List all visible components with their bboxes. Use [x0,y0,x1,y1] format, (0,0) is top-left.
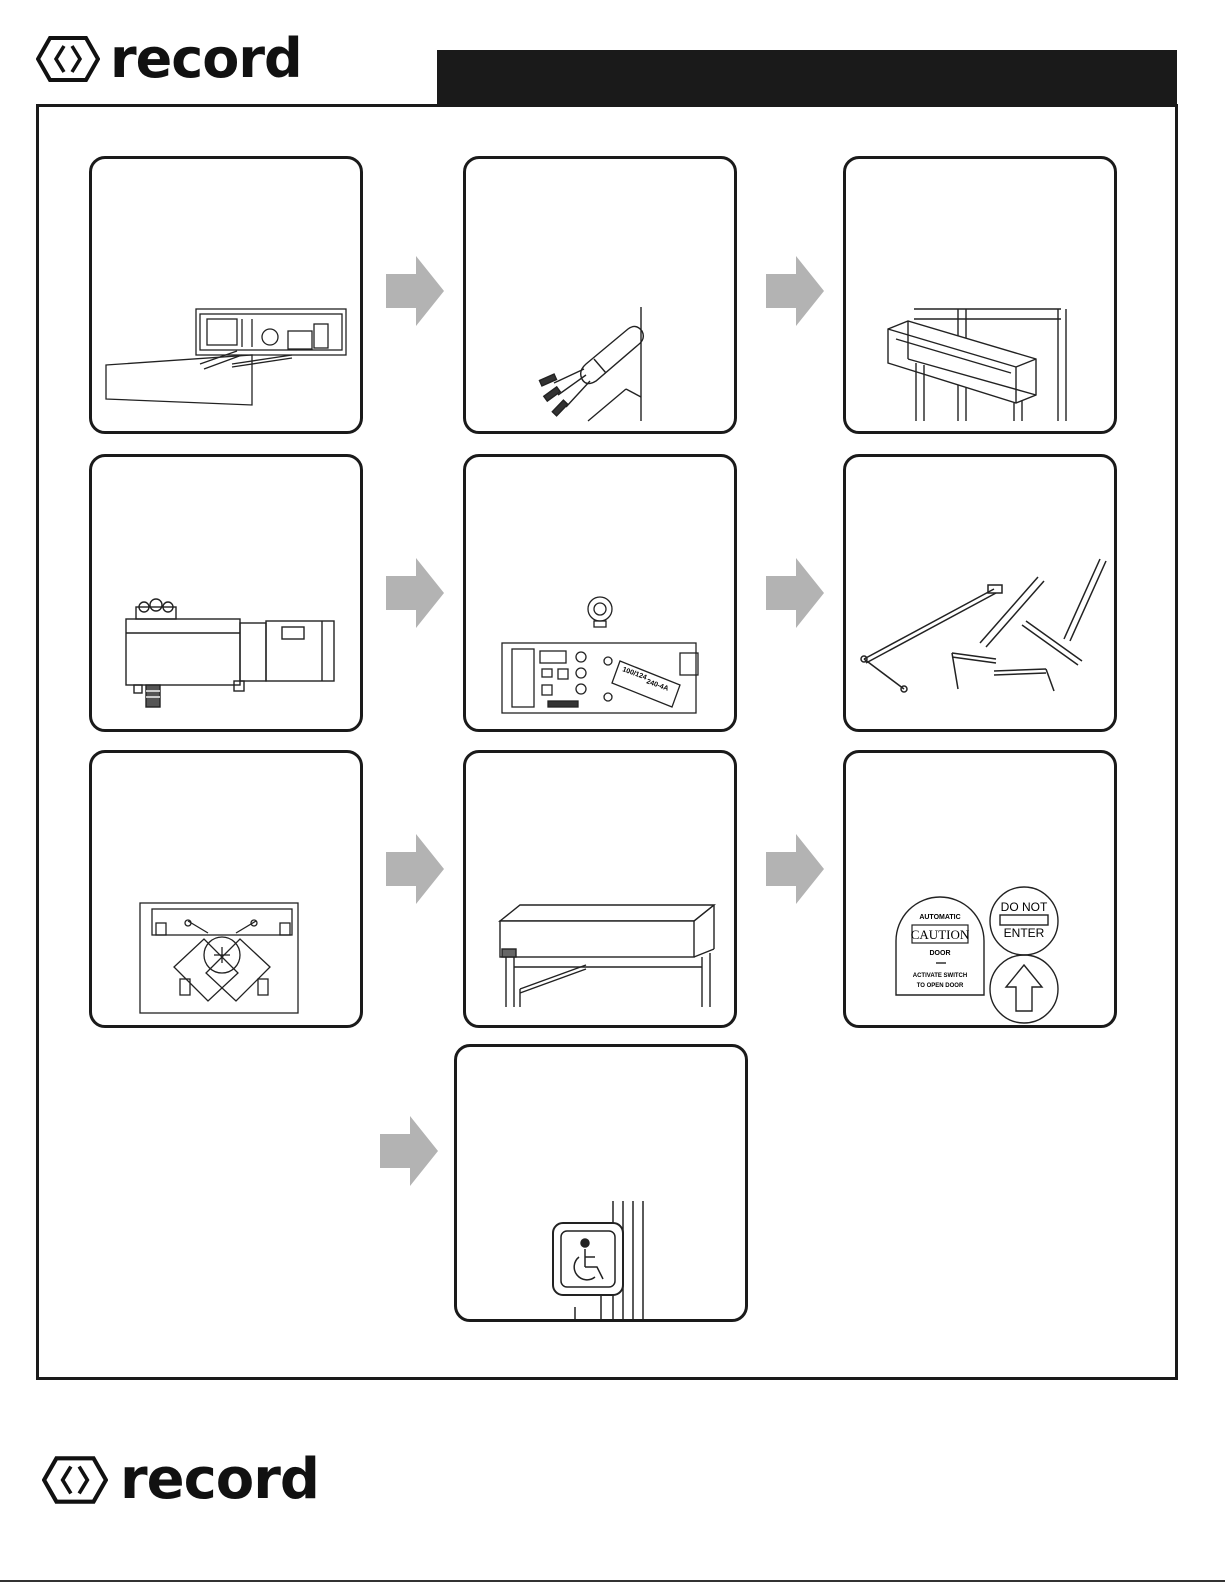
do-not-enter-line-2: ENTER [1003,926,1045,940]
step-panel-10 [454,1044,748,1322]
arm-assemblies-icon [846,457,1117,732]
board-label-2: 240-4A [645,678,670,693]
door-signage-icon [846,753,1117,1028]
step-panel-3 [843,156,1117,434]
motor-gearbox-icon [92,457,363,732]
logo-wordmark-footer: record [120,1447,319,1512]
step-panel-7 [89,750,363,1028]
operator-unit-with-cover-icon [92,159,363,434]
arrow-right-icon [386,834,446,904]
arrow-right-icon [766,256,826,326]
caution-sign-line-2: CAUTION [910,927,970,942]
board-label-1: 100/124 [621,666,648,682]
arrow-right-icon [380,1116,440,1186]
record-logo-footer [42,1447,319,1512]
caution-sign-line-4: ACTIVATE SWITCH [912,973,968,979]
header-bar [437,50,1177,107]
control-board-icon [466,457,737,732]
arrow-right-icon [766,558,826,628]
arrow-right-icon [386,558,446,628]
installed-header-icon [466,753,737,1028]
step-panel-2 [463,156,737,434]
record-logo-mark-icon [42,1454,108,1506]
caution-sign-line-1: AUTOMATIC [919,914,961,921]
arrow-right-icon [766,834,826,904]
record-logo-mark-icon [36,34,100,84]
accessibility-push-button-icon [457,1047,748,1322]
step-panel-9 [843,750,1117,1028]
step-panel-8 [463,750,737,1028]
step-panel-1 [89,156,363,434]
step-panel-5 [463,454,737,732]
caution-sign-line-5: TO OPEN DOOR [916,983,964,989]
arrow-right-icon [386,256,446,326]
power-cable-icon [466,159,737,434]
spring-adjustment-icon [92,753,363,1028]
do-not-enter-line-1: DO NOT [1000,900,1048,914]
header-on-door-frame-icon [846,159,1117,434]
footer-divider [0,1580,1225,1582]
logo-wordmark: record [110,27,302,90]
step-panel-4 [89,454,363,732]
step-panel-6 [843,454,1117,732]
caution-sign-line-3: DOOR [929,950,951,957]
record-logo [36,27,302,90]
